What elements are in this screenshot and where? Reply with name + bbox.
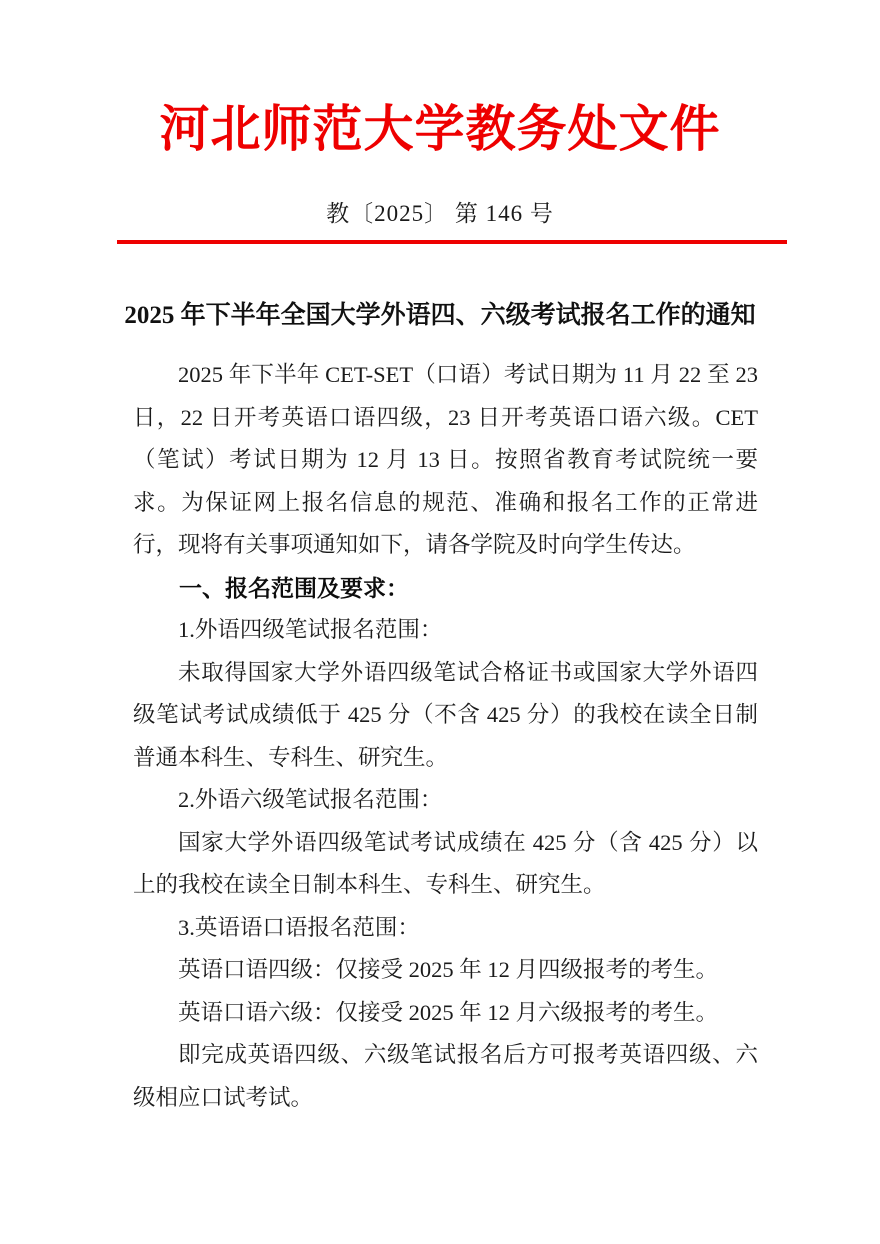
- subsection-1-heading: 1.外语四级笔试报名范围：: [178, 617, 443, 642]
- oral-cet4-paragraph: 英语口语四级：仅接受 2025 年 12 月四级报考的考生。: [178, 957, 719, 982]
- oral-requirement-paragraph: 即完成英语四级、六级笔试报名后方可报考英语四级、六级相应口试考试。: [133, 1042, 758, 1110]
- intro-paragraph: 2025 年下半年 CET-SET（口语）考试日期为 11 月 22 至 23 日，22 日开考英语口语四级，23 日开考英语口语六级。CET（笔试）考试日期为 12 月 13 日。按照省教育考试院统一要求。为保证网上报名信息的规范、准确和报名工作的正常进行，现将有关事项通知如下，请各学院及时向学生传达。: [133, 362, 758, 557]
- letterhead-title: 河北师范大学教务处文件: [159, 101, 721, 157]
- red-divider-rule: [117, 240, 787, 244]
- subsection-3-heading: 3.英语语口语报名范围：: [178, 914, 420, 940]
- section-1-heading: 一、报名范围及要求：: [179, 574, 409, 601]
- document-body: [133, 354, 758, 1119]
- subsection-2-paragraph: 国家大学外语四级笔试考试成绩在 425 分（含 425 分）以上的我校在读全日制本科生、专科生、研究生。: [133, 829, 758, 897]
- subsection-2-heading: 2.外语六级笔试报名范围：: [178, 787, 443, 812]
- oral-cet6-paragraph: 英语口语六级：仅接受 2025 年 12 月六级报考的考生。: [178, 999, 719, 1025]
- notice-title: 2025 年下半年全国大学外语四、六级考试报名工作的通知: [124, 302, 756, 329]
- subsection-1-paragraph: 未取得国家大学外语四级笔试合格证书或国家大学外语四级笔试考试成绩低于 425 分（不含 425 分）的我校在读全日制普通本科生、专科生、研究生。: [133, 659, 758, 770]
- document-number: 教〔2025〕 第 146 号: [326, 201, 554, 226]
